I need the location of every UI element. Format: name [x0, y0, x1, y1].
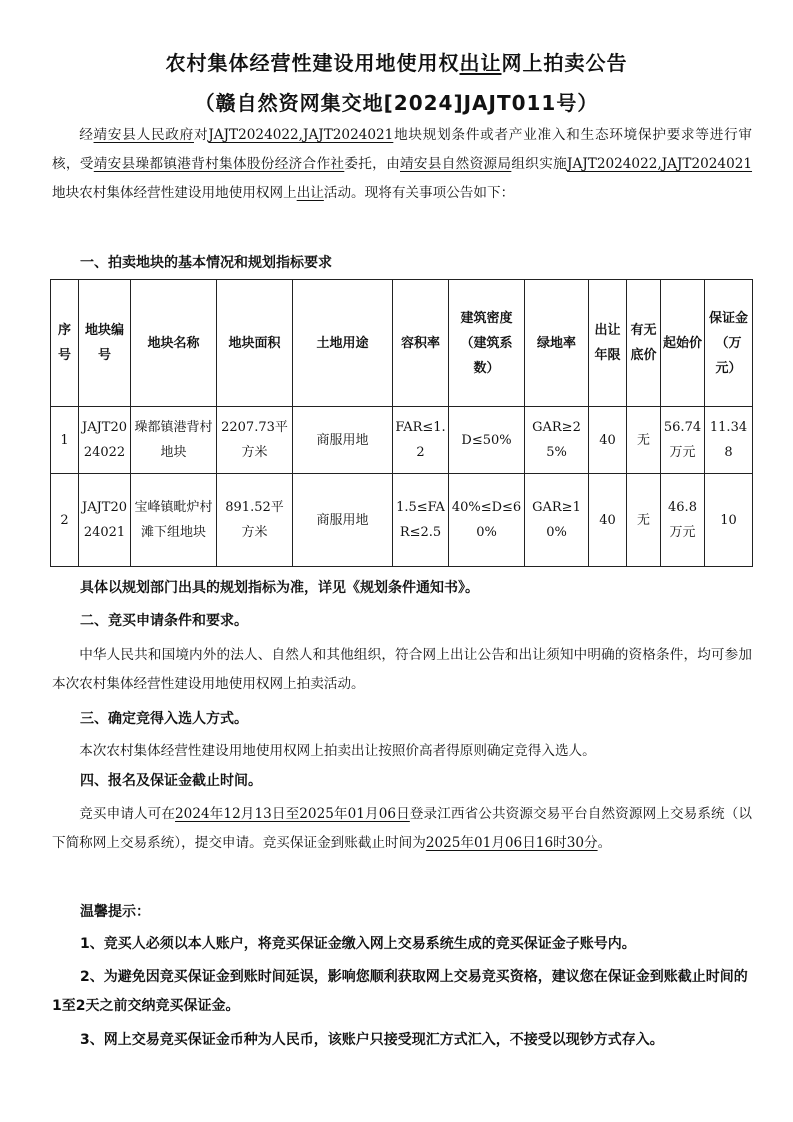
header-density: 建筑密度（建筑系数）: [449, 280, 525, 407]
section3-heading: 三、确定竞得入选人方式。: [80, 711, 248, 727]
deposit-deadline: 2025年01月06日16时30分: [425, 835, 598, 851]
cell-reserve-price: 无: [627, 474, 661, 567]
section1-heading: 一、拍卖地块的基本情况和规划指标要求: [80, 255, 332, 271]
table-header-row: [51, 280, 753, 407]
cell-far: FAR≤1.2: [393, 407, 449, 474]
cell-deposit: 10: [705, 474, 753, 567]
header-index: 序号: [51, 280, 79, 407]
cell-term: 40: [589, 407, 627, 474]
cell-term: 40: [589, 474, 627, 567]
tip-3: 3、网上交易竞买保证金币种为人民币，该账户只接受现汇方式汇入，不接受以现钞方式存入。: [80, 1032, 664, 1048]
land-parcel-table: [50, 279, 753, 567]
cell-reserve-price: 无: [627, 407, 661, 474]
intro-organizer: 靖安县自然资源局: [400, 156, 512, 172]
tip-1: 1、竞买人必须以本人账户，将竞买保证金缴入网上交易系统生成的竞买保证金子账号内。: [80, 936, 636, 952]
table-row: [51, 474, 753, 567]
header-parcel-area: 地块面积: [217, 280, 293, 407]
cell-green-ratio: GAR≥10%: [525, 474, 589, 567]
title-underlined-text: 出让: [459, 51, 502, 75]
intro-text: 委托，由: [344, 156, 400, 172]
intro-text: 组织实施: [511, 156, 568, 172]
intro-text: 地块规划条件或者产业准入和生态环境保护要求等进行审核，受: [52, 127, 753, 172]
intro-text: 地块农村集体经营性建设用地使用权网上: [52, 185, 297, 201]
cell-far: 1.5≤FAR≤2.5: [393, 474, 449, 567]
tips-heading: 温馨提示：: [80, 904, 150, 920]
cell-land-use: 商服用地: [293, 407, 393, 474]
cell-parcel-area: 891.52平方米: [217, 474, 293, 567]
cell-land-use: 商服用地: [293, 474, 393, 567]
cell-start-price: 56.74万元: [661, 407, 705, 474]
cell-parcel-name: 璪都镇港背村地块: [131, 407, 217, 474]
header-deposit: 保证金（万元）: [705, 280, 753, 407]
title-text-end: 网上拍卖公告: [501, 51, 628, 75]
intro-text: 经: [79, 127, 94, 143]
header-green-ratio: 绿地率: [525, 280, 589, 407]
cell-parcel-area: 2207.73平方米: [217, 407, 293, 474]
cell-density: 40%≤D≤60%: [449, 474, 525, 567]
cell-parcel-code: JAJT2024021: [79, 474, 131, 567]
planning-note: 具体以规划部门出具的规划指标为准，详见《规划条件通知书》。: [80, 580, 479, 596]
header-far: 容积率: [393, 280, 449, 407]
cell-index: 1: [51, 407, 79, 474]
document-number: （赣自然资网集交地[2024]JAJT011号）: [194, 91, 599, 115]
intro-text: 活动。现将有关事项公告如下：: [323, 185, 515, 201]
section4-heading: 四、报名及保证金截止时间。: [80, 773, 262, 789]
cell-density: D≤50%: [449, 407, 525, 474]
intro-transfer: 出让: [296, 185, 324, 201]
cell-parcel-name: 宝峰镇毗炉村滩下组地块: [131, 474, 217, 567]
section3-body: 本次农村集体经营性建设用地使用权网上拍卖出让按照价高者得原则确定竞得入选人。: [79, 743, 596, 759]
header-term: 出让年限: [589, 280, 627, 407]
header-land-use: 土地用途: [293, 280, 393, 407]
cell-parcel-code: JAJT2024022: [79, 407, 131, 474]
header-start-price: 起始价: [661, 280, 705, 407]
section2-heading: 二、竞买申请条件和要求。: [80, 613, 248, 629]
intro-text: 对: [193, 127, 209, 143]
table-row: [51, 407, 753, 474]
section2-body: 中华人民共和国境内外的法人、自然人和其他组织，符合网上出让公告和出让须知中明确的资格条件，均可参加本次农村集体经营性建设用地使用权网上拍卖活动。: [52, 647, 752, 692]
document-title: [0, 47, 793, 76]
title-text: 农村集体经营性建设用地使用权: [165, 51, 460, 75]
intro-paragraph: [52, 121, 752, 208]
header-parcel-name: 地块名称: [131, 280, 217, 407]
cell-green-ratio: GAR≥25%: [525, 407, 589, 474]
intro-parcel-codes: JAJT2024022,JAJT2024021: [208, 127, 394, 143]
intro-government: 靖安县人民政府: [93, 127, 194, 143]
cell-deposit: 11.348: [705, 407, 753, 474]
intro-entrusting-party: 靖安县璪都镇港背村集体股份经济合作社: [93, 156, 345, 172]
section4-text: 竞买申请人可在: [79, 806, 176, 822]
registration-period: 2024年12月13日至2025年01月06日: [175, 806, 410, 822]
cell-index: 2: [51, 474, 79, 567]
section4-text: 登录江西省公共资源交易平台自然资源网上交易系统（以下简称网上交易系统），提交申请。竞买保证金到账截止时间为: [52, 806, 752, 851]
header-parcel-code: 地块编号: [79, 280, 131, 407]
cell-start-price: 46.8万元: [661, 474, 705, 567]
tip-2: 2、为避免因竞买保证金到账时间延误，影响您顺利获取网上交易竞买资格，建议您在保证金到账截止时间的1至2天之前交纳竞买保证金。: [52, 969, 748, 1014]
header-reserve-price: 有无底价: [627, 280, 661, 407]
section4-body: [52, 800, 752, 858]
section4-text: 。: [597, 835, 612, 851]
intro-parcel-codes: JAJT2024022,JAJT2024021: [567, 156, 753, 172]
